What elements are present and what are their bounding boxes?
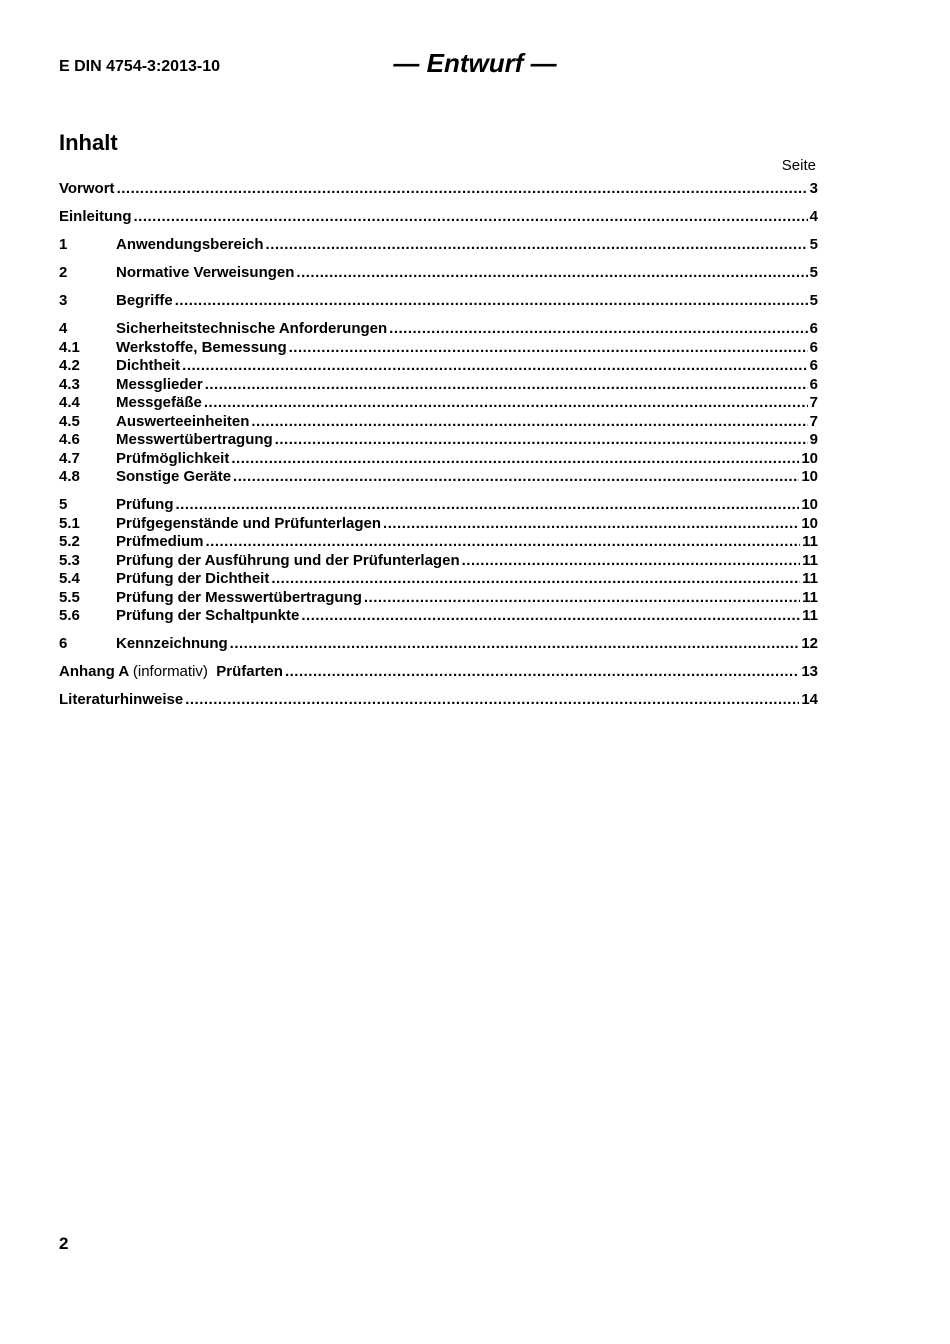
toc-entry-title: Messglieder [116,375,203,393]
toc-entry-6[interactable] [59,635,818,654]
toc-entry-number: 4 [59,320,68,337]
toc-entry-number: 4.7 [59,449,80,467]
leader-dots [364,589,800,608]
leader-dots [204,394,808,413]
toc-entry-4-7[interactable] [59,450,818,469]
leader-dots [275,431,808,450]
leader-dots [230,635,800,654]
toc-entry-page: 6 [809,320,818,337]
toc-entry-title: Sonstige Geräte [116,468,232,485]
toc-entry-page: 10 [801,468,818,485]
toc-entry-number: 4.1 [59,338,80,356]
toc-entry-title: Messgefäße [116,394,202,411]
toc-entry-title: Sicherheitstechnische Anforderungen [116,320,388,337]
annex-prefix: Anhang A [59,663,129,680]
toc-entry-5-4[interactable] [59,570,818,589]
toc-entry-title: Dichtheit [116,357,181,374]
toc-entry-title: Einleitung [59,208,132,225]
toc-entry-page: 11 [802,588,818,606]
leader-dots [134,208,808,227]
leader-dots [251,413,807,432]
leader-dots [285,663,799,682]
toc-entry-5-2[interactable] [59,533,818,552]
toc-entry-bibliography[interactable] [59,691,818,710]
toc-entry-number: 4.8 [59,468,80,485]
leader-dots [117,180,808,199]
toc-entry-5-1[interactable] [59,515,818,534]
toc-entry-page: 11 [802,607,818,624]
toc-entry-page: 6 [809,357,818,374]
toc-entry-page: 10 [801,449,818,467]
toc-entry-page: 5 [809,236,818,253]
toc-entry-page: 12 [801,635,818,652]
toc-entry-vorwort[interactable] [59,180,818,199]
toc-entry-4-1[interactable] [59,339,818,358]
leader-dots [271,570,800,589]
toc-entry-number: 5.2 [59,533,80,550]
leader-dots [176,496,800,515]
toc-entry-4-6[interactable] [59,431,818,450]
leader-dots [296,264,807,283]
toc-entry-page: 6 [809,375,818,393]
toc-entry-page: 14 [801,691,818,708]
toc-entry-4[interactable] [59,320,818,339]
leader-dots [301,607,800,626]
toc-entry-3[interactable] [59,292,818,311]
toc-entry-page: 7 [809,394,818,411]
document-id: E DIN 4754-3:2013-10 [59,58,220,75]
toc-entry-title: Prüfung der Messwertübertragung [116,588,362,606]
toc-entry-page: 11 [802,551,818,569]
leader-dots [182,357,807,376]
toc-entry-title: Auswerteeinheiten [116,412,250,430]
leader-dots [266,236,808,255]
toc-entry-page: 6 [809,338,818,356]
toc-entry-number: 5 [59,496,68,513]
toc-title: Inhalt [59,130,118,155]
toc-entry-title: Prüfung [116,496,174,513]
leader-dots [389,320,807,339]
toc-entry-5-6[interactable] [59,607,818,626]
toc-entry-page: 4 [809,208,818,225]
leader-dots [205,376,808,395]
toc-entry-2[interactable] [59,264,818,283]
toc-entry-page: 11 [802,533,818,550]
toc-entry-title: Prüfmöglichkeit [116,449,230,467]
toc-entry-page: 7 [809,412,818,430]
toc-entry-page: 13 [801,663,818,680]
annex-title: Prüfarten [216,663,283,680]
toc-entry-title: Kennzeichnung [116,635,228,652]
toc-entry-4-3[interactable] [59,376,818,395]
toc-entry-4-8[interactable] [59,468,818,487]
toc-entry-number: 1 [59,236,68,253]
toc-entry-title: Prüfmedium [116,533,204,550]
toc-entry-title: Literaturhinweise [59,691,184,708]
toc-entry-page: 10 [801,514,818,532]
toc-entry-page: 5 [809,292,818,309]
toc-entry-number: 4.4 [59,394,80,411]
toc-entry-title: Vorwort [59,180,115,197]
toc-entry-page: 3 [809,180,818,197]
toc-entry-page: 9 [809,431,818,448]
toc-entry-number: 5.5 [59,588,80,606]
leader-dots [231,450,799,469]
annex-note: (informativ) [132,663,208,680]
draft-label: — Entwurf — [393,48,557,78]
leader-dots [383,515,799,534]
toc-entry-number: 5.3 [59,551,80,569]
toc-entry-number: 4.6 [59,431,80,448]
toc-entry-title: Prüfung der Dichtheit [116,570,270,587]
toc-entry-title: Normative Verweisungen [116,264,295,281]
toc-entry-title: Werkstoffe, Bemessung [116,338,287,356]
toc-entry-title: Anwendungsbereich [116,236,264,253]
toc-entry-1[interactable] [59,236,818,255]
toc-entry-number: 5.1 [59,514,80,532]
toc-entry-title: Begriffe [116,292,173,309]
toc-entry-page: 5 [809,264,818,281]
leader-dots [175,292,808,311]
page-column-label: Seite [781,157,816,174]
toc-entry-title: Messwertübertragung [116,431,273,448]
toc-entry-annex-a[interactable] [59,663,818,682]
toc-entry-4-5[interactable] [59,413,818,432]
toc-entry-number: 4.3 [59,375,80,393]
toc-entry-number: 5.4 [59,570,80,587]
toc-entry-number: 3 [59,292,68,309]
toc-entry-title: Prüfung der Schaltpunkte [116,607,300,624]
toc-entry-title: Prüfgegenstände und Prüfunterlagen [116,514,382,532]
toc-entry-number: 5.6 [59,607,80,624]
toc-entry-number: 4.5 [59,412,80,430]
table-of-contents [59,180,818,710]
leader-dots [185,691,799,710]
toc-entry-page: 11 [802,570,818,587]
toc-entry-number: 4.2 [59,357,80,374]
leader-dots [233,468,799,487]
toc-entry-einleitung[interactable] [59,208,818,227]
toc-entry-title: Prüfung der Ausführung und der Prüfunterlagen [116,551,460,569]
toc-entry-title [59,663,283,682]
leader-dots [206,533,801,552]
leader-dots [462,552,801,571]
toc-entry-number: 6 [59,635,68,652]
page-number: 2 [59,1234,69,1253]
toc-entry-4-4[interactable] [59,394,818,413]
toc-entry-page: 10 [801,496,818,513]
toc-entry-5-3[interactable] [59,552,818,571]
toc-entry-5-5[interactable] [59,589,818,608]
leader-dots [289,339,808,358]
toc-entry-4-2[interactable] [59,357,818,376]
toc-entry-number: 2 [59,264,68,281]
toc-entry-5[interactable] [59,496,818,515]
